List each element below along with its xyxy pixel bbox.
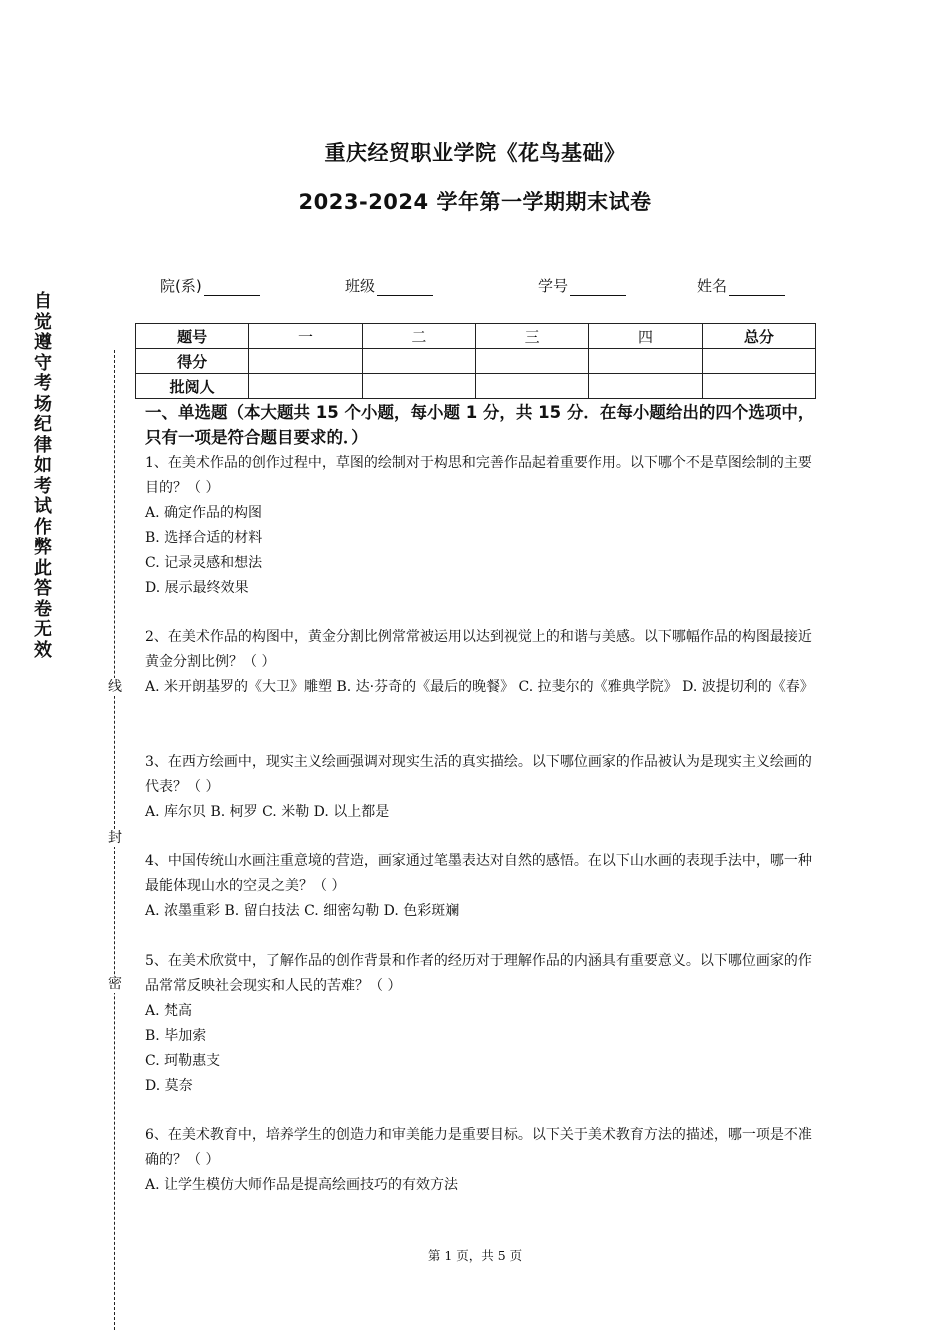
name-field [697, 275, 785, 296]
department-blank [204, 281, 260, 296]
notice-char: 场 [34, 393, 52, 415]
seal-label-line: 线 [108, 679, 122, 695]
notice-char: 无 [34, 619, 52, 640]
notice-char: 如 [34, 455, 52, 476]
notice-char: 此 [34, 557, 52, 579]
student-id-field [538, 275, 626, 296]
class-label: 班级 [345, 277, 376, 295]
notice-char: 答 [34, 578, 52, 599]
question-stem: 1、在美术作品的创作过程中，草图的绘制对于构思和完善作品起着重要作用。以下哪个不是草图绘制的主要目的？（ ） [145, 455, 812, 496]
student-info-row [0, 275, 950, 297]
question-option: B. 毕加索 [145, 1028, 207, 1044]
question-option: A. 浓墨重彩 B. 留白技法 C. 细密勾勒 D. 色彩斑斓 [145, 903, 460, 919]
notice-char: 觉 [34, 311, 52, 333]
seal-label-seal: 封 [108, 830, 122, 846]
notice-char: 考 [34, 373, 52, 394]
score-table-header-cell: 一 [249, 324, 362, 349]
score-table-header-row [136, 324, 816, 349]
score-row-label: 得分 [136, 349, 249, 374]
question-stem: 5、在美术欣赏中，了解作品的创作背景和作者的经历对于理解作品的内涵具有重要意义。以下哪位画家的作品常常反映社会现实和人民的苦难？（ ） [145, 953, 812, 994]
score-table-header-cell: 三 [475, 324, 588, 349]
exam-rule-notice [31, 292, 55, 661]
grader-cell [702, 374, 815, 399]
question-option: A. 库尔贝 B. 柯罗 C. 米勒 D. 以上都是 [145, 804, 390, 820]
score-table-header-cell: 二 [362, 324, 475, 349]
grader-cell [249, 374, 362, 399]
name-blank [729, 281, 785, 296]
score-cell [702, 349, 815, 374]
notice-char: 作 [34, 516, 52, 538]
score-table-row [136, 349, 816, 374]
grader-row-label: 批阅人 [136, 374, 249, 399]
exam-title-line2: 2023-2024 学年第一学期期末试卷 [298, 190, 652, 214]
student-id-blank [570, 281, 626, 296]
question-option: A. 让学生模仿大师作品是提高绘画技巧的有效方法 [145, 1177, 459, 1193]
notice-char: 自 [34, 291, 52, 312]
class-blank [377, 281, 433, 296]
question-stem: 6、在美术教育中，培养学生的创造力和审美能力是重要目标。以下关于美术教育方法的描述，哪一项是不准确的？（ ） [145, 1127, 812, 1168]
question-option: C. 珂勒惠支 [145, 1053, 221, 1069]
score-table [135, 323, 816, 399]
notice-char: 效 [34, 639, 52, 661]
notice-char: 律 [34, 434, 52, 456]
score-cell [589, 349, 702, 374]
section-heading: 一、单选题（本大题共 15 个小题，每小题 1 分，共 15 分．在每小题给出的四个选项中，只有一项是符合题目要求的．） [145, 403, 815, 447]
question-stem: 2、在美术作品的构图中，黄金分割比例常常被运用以达到视觉上的和谐与美感。以下哪幅作品的构图最接近黄金分割比例？（ ） [145, 629, 812, 670]
question-option: A. 米开朗基罗的《大卫》雕塑 B. 达·芬奇的《最后的晚餐》 C. 拉斐尔的《雅典学院》 D. 波提切利的《春》 [145, 679, 814, 695]
score-table-header-cell: 题号 [136, 324, 249, 349]
score-table-header-cell: 四 [589, 324, 702, 349]
student-id-label: 学号 [538, 277, 569, 295]
question-option: B. 选择合适的材料 [145, 530, 263, 546]
notice-char: 弊 [34, 537, 52, 558]
score-table-row [136, 374, 816, 399]
score-cell [475, 349, 588, 374]
grader-cell [589, 374, 702, 399]
notice-char: 纪 [34, 414, 52, 435]
question-stem: 3、在西方绘画中，现实主义绘画强调对现实生活的真实描绘。以下哪位画家的作品被认为是现实主义绘画的代表？（ ） [145, 754, 812, 795]
exam-title-line1: 重庆经贸职业学院《花鸟基础》 [324, 141, 626, 165]
notice-char: 卷 [34, 598, 52, 620]
name-label: 姓名 [697, 277, 728, 295]
grader-cell [475, 374, 588, 399]
question-option: A. 梵高 [145, 1003, 193, 1019]
notice-char: 遵 [34, 332, 52, 353]
question-option: D. 莫奈 [145, 1078, 193, 1094]
notice-char: 试 [34, 496, 52, 517]
notice-char: 守 [34, 352, 52, 374]
score-cell [249, 349, 362, 374]
score-table-header-cell: 总分 [702, 324, 815, 349]
class-field [345, 275, 433, 296]
question-stem: 4、中国传统山水画注重意境的营造，画家通过笔墨表达对自然的感悟。在以下山水画的表现手法中，哪一种最能体现山水的空灵之美？（ ） [145, 853, 812, 894]
department-field [160, 275, 260, 296]
score-cell [362, 349, 475, 374]
page-footer: 第 1 页，共 5 页 [427, 1248, 523, 1263]
question-option: A. 确定作品的构图 [145, 505, 263, 521]
question-option: D. 展示最终效果 [145, 580, 249, 596]
notice-char: 考 [34, 475, 52, 497]
question-option: C. 记录灵感和想法 [145, 555, 263, 571]
seal-label-secret: 密 [108, 976, 122, 992]
grader-cell [362, 374, 475, 399]
department-label: 院(系) [160, 277, 202, 295]
